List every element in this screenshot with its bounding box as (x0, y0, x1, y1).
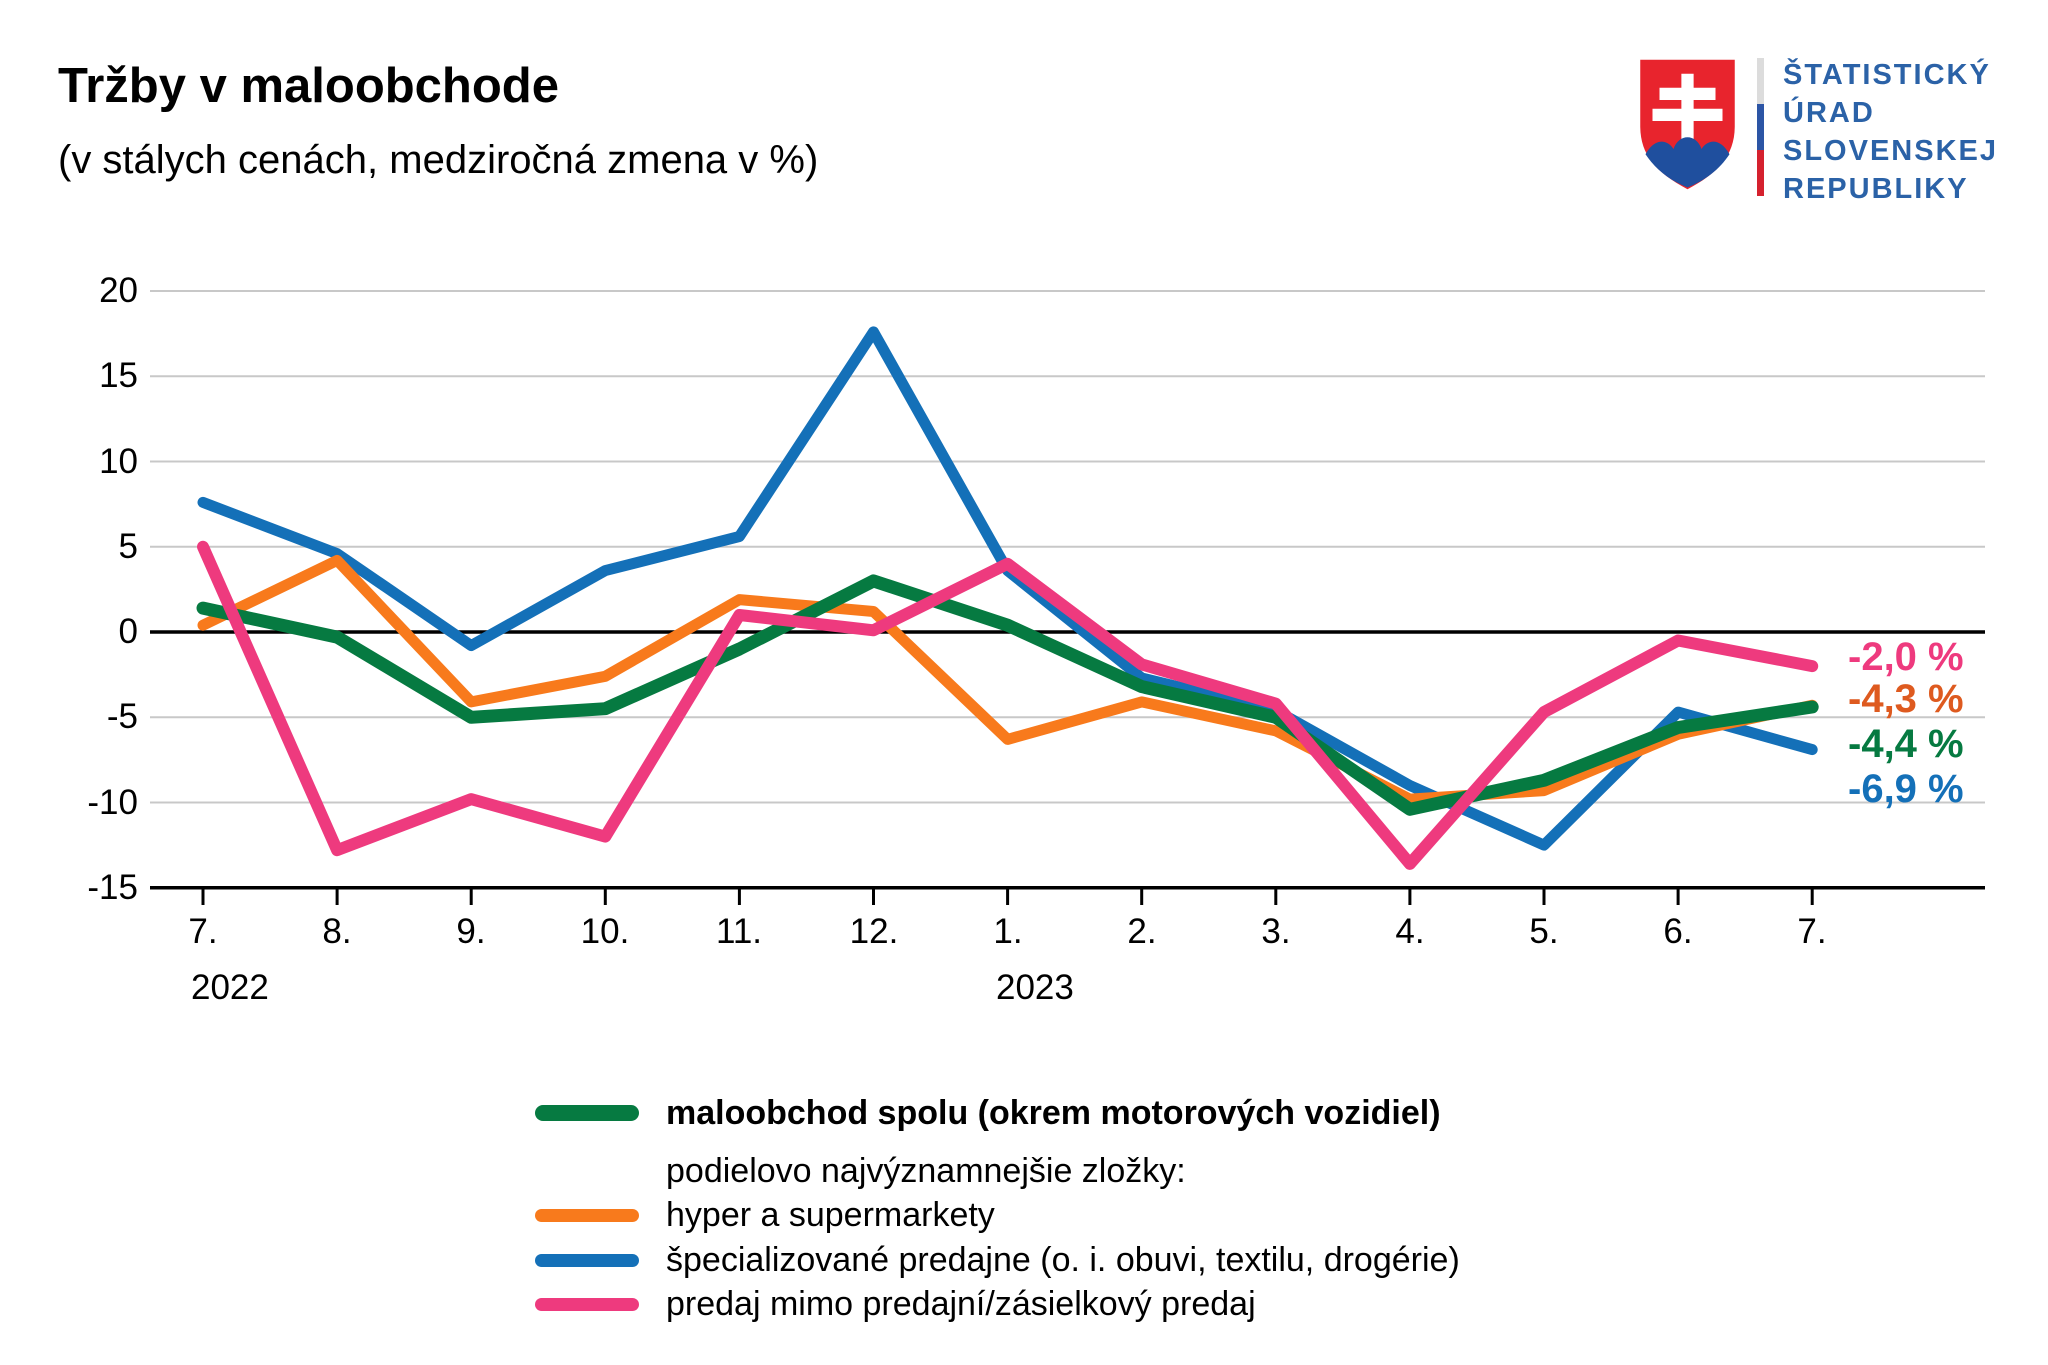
x-tick-label-6.-11: 6. (1663, 912, 1693, 951)
x-tick-label-8.-1: 8. (322, 912, 352, 951)
x-tick-label-7.-12: 7. (1797, 912, 1827, 951)
legend-swatch-maloobchod-spolu (535, 1105, 639, 1121)
x-tick-label-3.-8: 3. (1261, 912, 1291, 951)
x-tick-label-7.-0: 7. (188, 912, 218, 951)
logo-line-4: REPUBLIKY (1783, 173, 1969, 205)
x-tick-label-2.-7: 2. (1127, 912, 1157, 951)
x-tick-label-1.-6: 1. (993, 912, 1023, 951)
legend-item-hyper-a-supermarkety (535, 1194, 995, 1236)
x-tick-label-5.-10: 5. (1529, 912, 1559, 951)
legend-label: hyper a supermarkety (666, 1195, 995, 1234)
year-label-2023: 2023 (996, 968, 1074, 1007)
legend-label: špecializované predajne (o. i. obuvi, textilu, drogérie) (666, 1240, 1460, 1279)
y-tick-label--15: -15 (87, 868, 138, 907)
end-value-label-hyper-a-supermarkety: -4,3 % (1848, 677, 1964, 721)
legend-label: maloobchod spolu (okrem motorových vozidiel) (666, 1093, 1441, 1132)
y-tick-label-20: 20 (99, 271, 138, 310)
x-tick-label-12.-5: 12. (849, 912, 899, 951)
legend-swatch-specializovane-predajne (535, 1254, 639, 1267)
x-tick-label-4.-9: 4. (1395, 912, 1425, 951)
x-tick-label-11.-4: 11. (715, 912, 763, 951)
y-tick-label-10: 10 (99, 442, 138, 481)
legend-label: predaj mimo predajní/zásielkový predaj (666, 1284, 1256, 1323)
y-tick-label--10: -10 (87, 783, 138, 822)
x-tick-label-9.-2: 9. (456, 912, 486, 951)
legend-swatch-hyper-a-supermarkety (535, 1209, 639, 1222)
year-label-2022: 2022 (191, 968, 269, 1007)
legend-item-specializovane-predajne (535, 1239, 1460, 1281)
logo-line-1: ŠTATISTICKÝ (1783, 59, 1991, 91)
logo-bar-white (1757, 58, 1764, 104)
legend-heading-label: podielovo najvýznamnejšie zložky: (666, 1151, 1186, 1190)
logo-bar-red (1757, 150, 1764, 196)
end-value-label-predaj-mimo-predajni: -2,0 % (1848, 635, 1964, 679)
legend-item-predaj-mimo-predajni (535, 1283, 1256, 1325)
logo-line-2: ÚRAD (1783, 97, 1875, 129)
logo-line-3: SLOVENSKEJ (1783, 135, 1998, 167)
legend-swatch-predaj-mimo-predajni (535, 1298, 639, 1311)
y-tick-label-5: 5 (118, 527, 138, 566)
logo-bar-blue (1757, 104, 1764, 150)
statistical-office-wordmark (1783, 56, 1998, 208)
page-title: Tržby v maloobchode (58, 59, 559, 113)
y-tick-label-15: 15 (99, 356, 138, 395)
end-value-label-maloobchod-spolu: -4,4 % (1848, 722, 1964, 766)
legend-components-heading (535, 1150, 1186, 1192)
end-value-label-specializovane-predajne: -6,9 % (1848, 767, 1964, 811)
y-tick-label-0: 0 (118, 612, 138, 651)
slovak-coat-of-arms-icon (1635, 56, 1740, 193)
y-tick-label--5: -5 (106, 697, 138, 736)
logo-tricolor-bar (1757, 58, 1764, 196)
page-subtitle: (v stálych cenách, medziročná zmena v %) (58, 138, 819, 182)
x-tick-label-10.-3: 10. (580, 912, 630, 951)
legend-item-maloobchod-spolu (535, 1092, 1441, 1134)
